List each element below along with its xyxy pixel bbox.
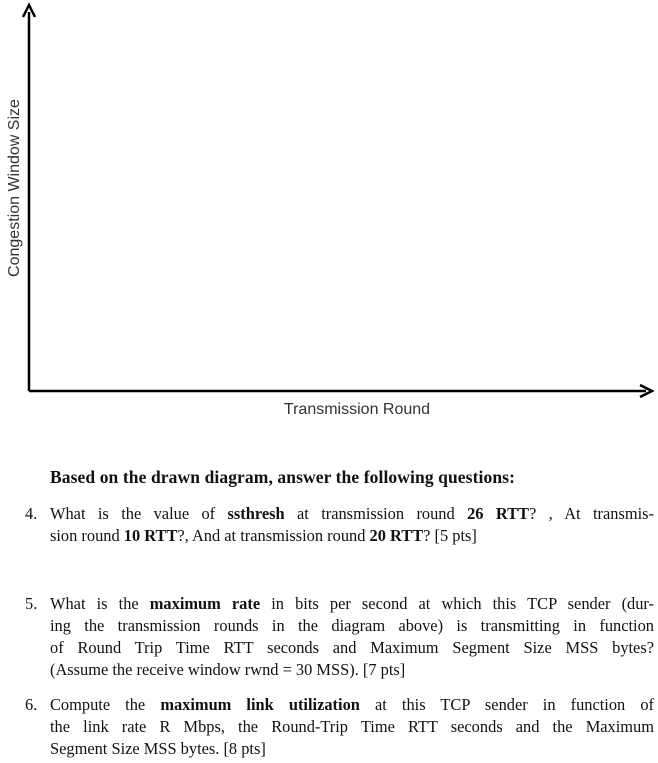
question-line bbox=[50, 694, 654, 716]
text-run: ing the transmission rounds in the diagram above) is transmitting in function bbox=[50, 616, 654, 635]
instructions-heading: Based on the drawn diagram, answer the following questions: bbox=[50, 467, 515, 487]
question-line bbox=[50, 716, 654, 738]
emphasis-text: maximum link utilization bbox=[160, 695, 360, 714]
question-number: 6. bbox=[25, 695, 38, 714]
question-line bbox=[50, 659, 405, 681]
text-run: ?, And at transmission round bbox=[177, 526, 370, 545]
question-line bbox=[50, 637, 654, 659]
emphasis-text: ssthresh bbox=[227, 504, 285, 523]
question-number: 5. bbox=[25, 594, 38, 613]
emphasis-text: 20 RTT bbox=[369, 526, 424, 545]
question-number: 4. bbox=[25, 504, 38, 523]
emphasis-text: maximum rate bbox=[149, 594, 261, 613]
text-run: Segment Size MSS bytes. [8 pts] bbox=[50, 739, 266, 758]
text-run: at this TCP sender in function of bbox=[359, 695, 654, 714]
emphasis-text: 26 RTT bbox=[467, 504, 529, 523]
text-run: sion round bbox=[50, 526, 124, 545]
emphasis-text: 10 RTT bbox=[123, 526, 178, 545]
x-axis-label: Transmission Round bbox=[283, 401, 431, 418]
text-run: What is the bbox=[50, 594, 150, 613]
question-line bbox=[50, 593, 654, 615]
text-run: What is the value of bbox=[50, 504, 228, 523]
text-run: ? , At transmis- bbox=[528, 504, 654, 523]
text-run: ? [5 pts] bbox=[423, 526, 477, 545]
y-axis-label: Congestion Window Size bbox=[6, 99, 23, 277]
question-line bbox=[50, 503, 654, 525]
text-run: the link rate R Mbps, the Round-Trip Time RTT seconds and the Maximum bbox=[50, 717, 654, 736]
text-run: of Round Trip Time RTT seconds and Maximum Segment Size MSS bytes? bbox=[50, 638, 654, 657]
question-line bbox=[50, 525, 477, 547]
text-run: in bits per second at which this TCP sender (dur- bbox=[260, 594, 655, 613]
text-run: (Assume the receive window rwnd = 30 MSS). [7 pts] bbox=[50, 660, 406, 679]
question-line bbox=[50, 615, 654, 637]
question-line bbox=[50, 738, 266, 760]
text-run: at transmission round bbox=[284, 504, 468, 523]
text-run: Compute the bbox=[50, 695, 161, 714]
